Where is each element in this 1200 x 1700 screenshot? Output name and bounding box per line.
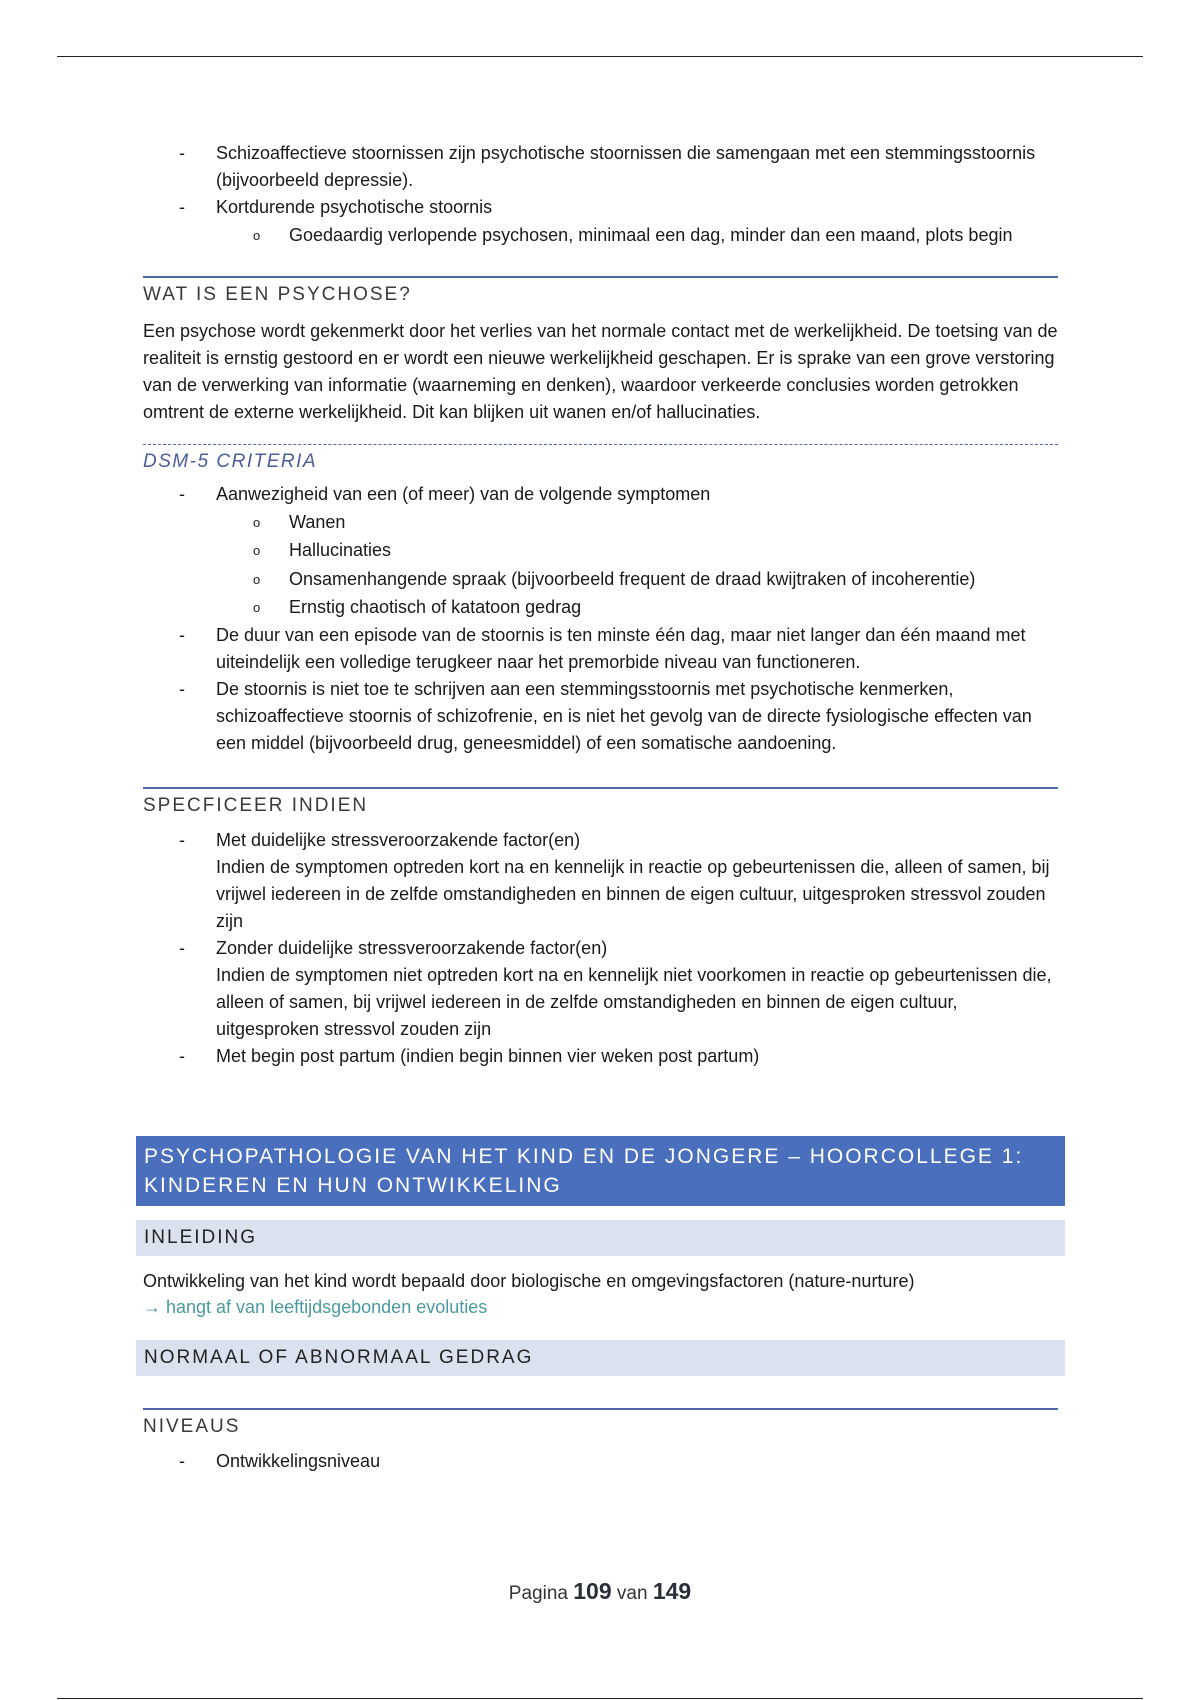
section-heading-inleiding: INLEIDING (136, 1220, 1065, 1256)
list-item-title: - Met begin post partum (indien begin binnen vier weken post partum) (216, 1045, 760, 1066)
page-number: 109 (573, 1578, 612, 1604)
chapter-banner: PSYCHOPATHOLOGIE VAN HET KIND EN DE JONGERE – HOORCOLLEGE 1: KINDEREN EN HUN ONTWIKKELING (136, 1136, 1065, 1206)
sub-list (216, 508, 1058, 622)
list-item-detail: Indien de symptomen optreden kort na en kennelijk in reactie op gebeurtenissen die, alleen of samen, bij vrijwel iedereen in de zelfde omstandigheden en binnen de eigen cultuur, uitgesproken stressvol zouden zijn (216, 856, 1050, 931)
list-item-title: - Met duidelijke stressveroorzakende factor(en) (216, 829, 581, 850)
list-item-text: Aanwezigheid van een (of meer) van de volgende symptomen (216, 483, 711, 504)
list-item-text: De stoornis is niet toe te schrijven aan een stemmingsstoornis met psychotische kenmerken, schizoaffectieve stoornis of schizofrenie, en is niet het gevolg van de directe fysiologische effecten van een middel (bijvoorbeeld drug, geneesmiddel) of een somatische aandoening. (216, 678, 1032, 753)
inleiding-note: → hangt af van leeftijdsgebonden evoluties (143, 1296, 488, 1317)
list-item-text: Ontwikkelingsniveau (216, 1450, 381, 1471)
dsm-list (143, 481, 1058, 757)
list-item (143, 1043, 1058, 1070)
list-item (143, 194, 1058, 250)
section-heading-niveaus: NIVEAUS (143, 1408, 1058, 1440)
section-heading-psychose: WAT IS EEN PSYCHOSE? (143, 276, 1058, 308)
section-heading-specificeer: SPECFICEER INDIEN (143, 787, 1058, 819)
list-item-title: - Zonder duidelijke stressveroorzakende factor(en) (216, 937, 608, 958)
footer-prefix: Pagina (508, 1583, 568, 1604)
list-item-text: De duur van een episode van de stoornis is ten minste één dag, maar niet langer dan één maand met uiteindelijk een volledige terugkeer naar het premorbide niveau van functioneren. (216, 624, 1026, 672)
sub-list (216, 221, 1058, 250)
list-item-text: Kortdurende psychotische stoornis (216, 197, 493, 217)
psychose-paragraph: Een psychose wordt gekenmerkt door het verlies van het normale contact met de werkelijkheid. De toetsing van de realiteit is ernstig gestoord en er wordt een nieuwe werkelijkheid geschapen. Er is sprake van een grove verstoring van de verwerking van informatie (waarneming en denken), waardoor verkeerde conclusies worden getrokken omtrent de externe werkelijkheid. Dit kan blijken uit wanen en/of hallucinaties. (143, 320, 1058, 422)
sub-list-item-text: Onsamenhangende spraak (bijvoorbeeld frequent de draad kwijtraken of incoherentie) (289, 568, 976, 589)
sub-list-item-text: Goedaardig verlopende psychosen, minimaal een dag, minder dan een maand, plots begin (289, 225, 1013, 245)
inleiding-text: Ontwikkeling van het kind wordt bepaald door biologische en omgevingsfactoren (nature-nurture) (143, 1270, 915, 1291)
page-content (143, 140, 1058, 1475)
sub-list-item-text: Hallucinaties (289, 540, 392, 560)
page-footer (0, 1578, 1200, 1605)
sub-list-item-text: Ernstig chaotisch of katatoon gedrag (289, 597, 582, 617)
niveaus-list (143, 1448, 1058, 1475)
sub-list-item (143, 508, 1058, 537)
section-heading-normaal: NORMAAL OF ABNORMAAL GEDRAG (136, 1340, 1065, 1376)
sub-list-item (143, 593, 1058, 622)
list-item (143, 481, 1058, 622)
sub-list-item-text: Wanen (289, 511, 346, 532)
page-total: 149 (652, 1578, 692, 1604)
sub-list-item (143, 221, 1058, 250)
sub-list-item (143, 565, 1058, 594)
specificeer-list (143, 827, 1058, 1070)
list-item (143, 140, 1058, 194)
list-item (143, 935, 1058, 1043)
footer-middle: van (616, 1583, 648, 1604)
bottom-rule (57, 1698, 1143, 1699)
sub-list-item (143, 536, 1058, 565)
inleiding-paragraph (143, 1268, 1058, 1320)
list-item (143, 676, 1058, 757)
top-rule (57, 56, 1143, 57)
list-item (143, 1448, 1058, 1475)
list-item (143, 827, 1058, 935)
section-heading-dsm: DSM-5 CRITERIA (143, 444, 1058, 475)
list-item (143, 622, 1058, 676)
list-item-detail: Indien de symptomen niet optreden kort na en kennelijk niet voorkomen in reactie op gebeurtenissen die, alleen of samen, bij vrijwel iedereen in de zelfde omstandigheden en binnen de eigen cultuur, uitgesproken stressvol zouden zijn (216, 964, 1052, 1039)
intro-list (143, 140, 1058, 250)
list-item-text: Schizoaffectieve stoornissen zijn psychotische stoornissen die samengaan met een stemmingsstoornis (bijvoorbeeld depressie). (216, 143, 1036, 190)
